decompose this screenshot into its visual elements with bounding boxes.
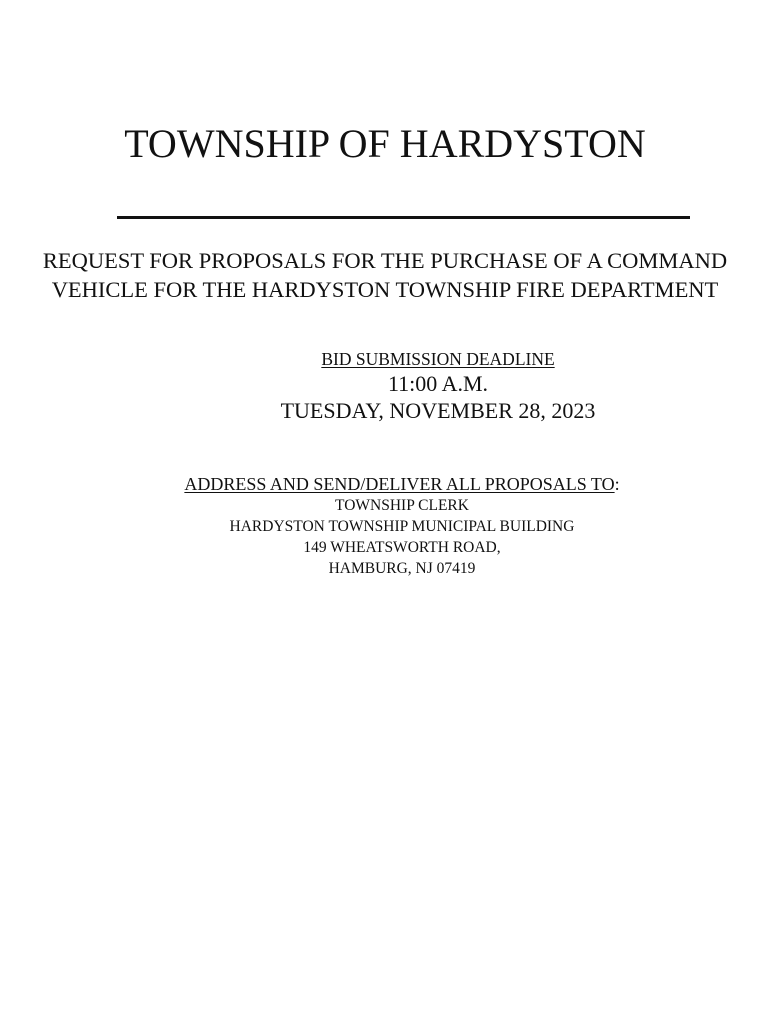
document-subtitle <box>0 246 770 304</box>
address-line-building: HARDYSTON TOWNSHIP MUNICIPAL BUILDING <box>229 518 575 535</box>
address-line-city: HAMBURG, NJ 07419 <box>328 560 476 577</box>
address-header <box>0 473 770 495</box>
address-line-street: 149 WHEATSWORTH ROAD, <box>303 539 501 556</box>
title-divider <box>117 216 690 219</box>
subtitle-line-1: REQUEST FOR PROPOSALS FOR THE PURCHASE OF A COMMAND <box>42 248 728 273</box>
deadline-label: BID SUBMISSION DEADLINE <box>321 349 555 369</box>
deadline-block <box>253 348 623 425</box>
document-title: TOWNSHIP OF HARDYSTON <box>124 121 646 166</box>
address-line-recipient: TOWNSHIP CLERK <box>335 497 469 514</box>
address-header-colon: : <box>614 474 620 494</box>
subtitle-line-2: VEHICLE FOR THE HARDYSTON TOWNSHIP FIRE DEPARTMENT <box>51 277 719 302</box>
deadline-time: 11:00 A.M. <box>387 371 489 396</box>
address-block <box>0 473 770 579</box>
address-header-text: ADDRESS AND SEND/DELIVER ALL PROPOSALS TO <box>184 474 615 494</box>
deadline-date: TUESDAY, NOVEMBER 28, 2023 <box>280 398 596 423</box>
